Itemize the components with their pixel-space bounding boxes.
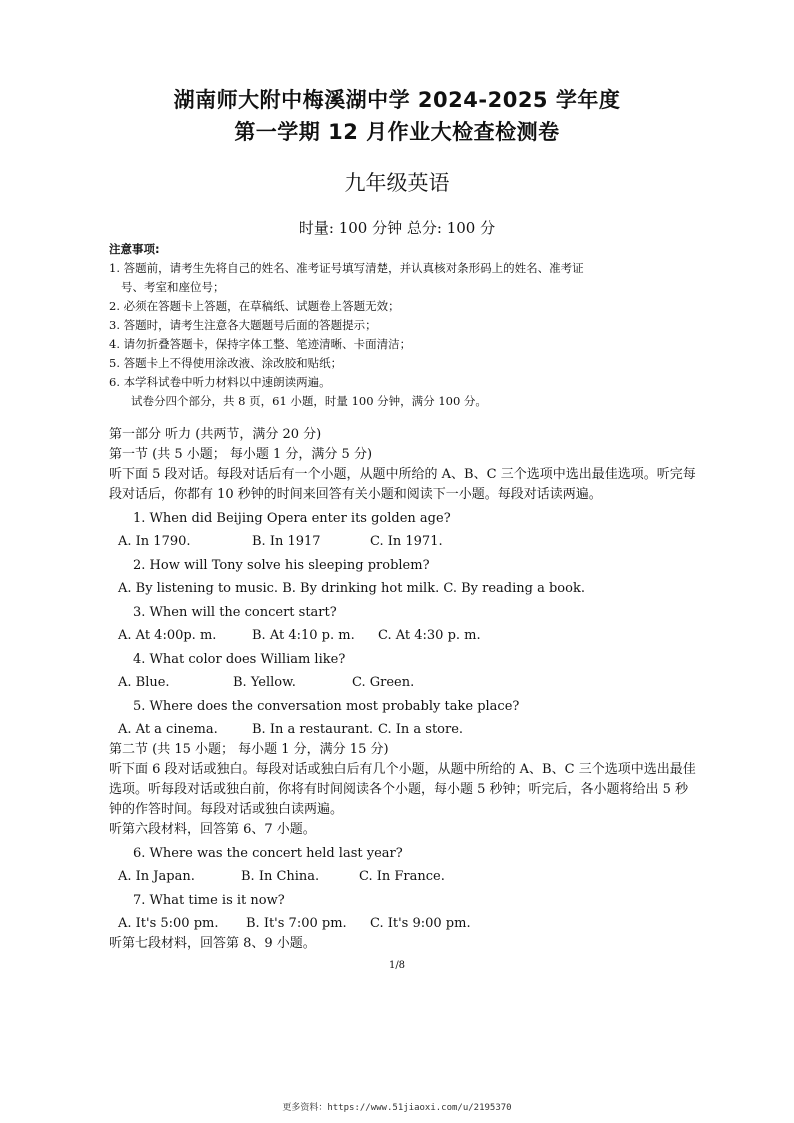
- exam-subject: 九年级英语: [344, 171, 450, 195]
- section1-title: 第一节 (共 5 小题； 每小题 1 分，满分 5 分): [109, 447, 373, 462]
- note-item: 2. 必须在答题卡上答题，在草稿纸、试题卷上答题无效；: [109, 299, 400, 313]
- option-a: A. Blue.: [118, 675, 170, 690]
- option-b: B. In a restaurant.: [252, 722, 373, 737]
- option-a: A. By listening to music.: [118, 581, 279, 596]
- question-stem: 5. Where does the conversation most probably take place?: [133, 699, 520, 714]
- option-b: B. By drinking hot milk.: [282, 581, 440, 596]
- question-options: [109, 532, 699, 552]
- option-c: C. In France.: [359, 869, 445, 884]
- option-b: B. In 1917: [252, 534, 321, 549]
- exam-title-line2: 第一学期 12 月作业大检查检测卷: [234, 120, 560, 144]
- option-a: A. It's 5:00 pm.: [118, 916, 219, 931]
- option-a: A. At a cinema.: [118, 722, 218, 737]
- note-item-continued: 号、考室和座位号；: [121, 280, 225, 294]
- exam-title-line1: 湖南师大附中梅溪湖中学 2024-2025 学年度: [173, 88, 621, 112]
- listen-instruction: 听第七段材料，回答第 8、9 小题。: [109, 936, 316, 951]
- listening-part: [109, 425, 699, 954]
- question-options: [109, 867, 699, 887]
- option-c: C. At 4:30 p. m.: [378, 628, 481, 643]
- note-item: 6. 本学科试卷中听力材料以中速朗读两遍。: [109, 375, 331, 389]
- option-b: B. It's 7:00 pm.: [246, 916, 347, 931]
- question-stem: 1. When did Beijing Opera enter its golden age?: [133, 511, 451, 526]
- question-stem: 2. How will Tony solve his sleeping problem?: [133, 558, 430, 573]
- option-a: A. In Japan.: [118, 869, 195, 884]
- question-stem: 7. What time is it now?: [133, 893, 285, 908]
- question-options: [109, 579, 699, 599]
- question-stem: 3. When will the concert start?: [133, 605, 337, 620]
- question-stem: 6. Where was the concert held last year?: [133, 846, 403, 861]
- notes-section: [109, 240, 709, 411]
- notes-heading: 注意事项:: [109, 242, 160, 256]
- page-number: 1/8: [388, 960, 406, 971]
- question-options: [109, 914, 699, 934]
- exam-time-info: 时量: 100 分钟 总分: 100 分: [298, 219, 496, 237]
- question-stem: 4. What color does William like?: [133, 652, 346, 667]
- note-item: 3. 答题时，请考生注意各大题题号后面的答题提示；: [109, 318, 377, 332]
- notes-summary: 试卷分四个部分，共 8 页，61 小题，时量 100 分钟，满分 100 分。: [131, 394, 487, 408]
- option-c: C. Green.: [352, 675, 415, 690]
- listen-instruction: 听第六段材料，回答第 6、7 小题。: [109, 822, 316, 837]
- option-b: B. In China.: [241, 869, 320, 884]
- section2-title: 第二节 (共 15 小题； 每小题 1 分，满分 15 分): [109, 742, 389, 757]
- question-options: [109, 673, 699, 693]
- note-item: 4. 请勿折叠答题卡，保持字体工整、笔迹清晰、卡面清洁；: [109, 337, 412, 351]
- option-a: A. In 1790.: [118, 534, 191, 549]
- question-options: [109, 626, 699, 646]
- section1-instructions: 听下面 5 段对话。每段对话后有一个小题，从题中所给的 A、B、C 三个选项中选出最佳选项。听完每段对话后，你都有 10 秒钟的时间来回答有关小题和阅读下一小题。每段对话读两遍。: [109, 467, 696, 502]
- option-b: B. At 4:10 p. m.: [252, 628, 355, 643]
- note-item: 1. 答题前，请考生先将自己的姓名、准考证号填写清楚，并认真核对条形码上的姓名、准考证: [109, 261, 584, 275]
- section2-instructions: 听下面 6 段对话或独白。每段对话或独白后有几个小题，从题中所给的 A、B、C 三个选项中选出最佳选项。听每段对话或独白前，你将有时间阅读各个小题，每小题 5 秒钟；听完后，各小题将给出 5 秒钟的作答时间。每段对话或独白读两遍。: [109, 762, 696, 817]
- part1-title: 第一部分 听力 (共两节，满分 20 分): [109, 427, 322, 442]
- option-c: C. In a store.: [378, 722, 464, 737]
- option-b: B. Yellow.: [233, 675, 296, 690]
- option-a: A. At 4:00p. m.: [118, 628, 217, 643]
- note-item: 5. 答题卡上不得使用涂改液、涂改胶和贴纸；: [109, 356, 343, 370]
- question-options: [109, 720, 699, 740]
- option-c: C. By reading a book.: [443, 581, 585, 596]
- option-c: C. It's 9:00 pm.: [370, 916, 471, 931]
- option-c: C. In 1971.: [370, 534, 443, 549]
- site-link[interactable]: 更多资料：https://www.51jiaoxi.com/u/2195370: [282, 1103, 512, 1113]
